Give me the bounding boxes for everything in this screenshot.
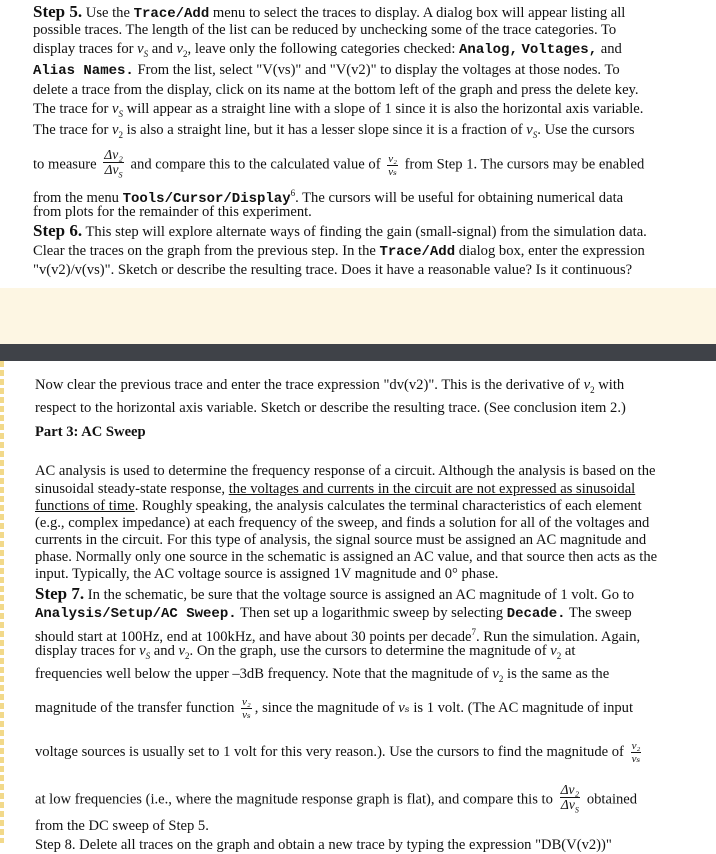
- transfer-function-fraction: $\frac{\text{v₂}}{\text{vₛ}}$: [242, 696, 251, 721]
- step6-line1: Step 6. This step will explore alternate ways of finding the gain (small-signal) from the simulation data.: [33, 221, 647, 240]
- ac-line5: currents in the circuit. For this type of analysis, the signal source must be assigned an AC magnitude and: [35, 532, 647, 548]
- step5-line9: from the menu Tools/Cursor/Display$^6$. The cursors will be useful for obtaining numerical data: [33, 188, 624, 207]
- gain-fraction-ratio: $\frac{\text{v₂}}{\text{vₛ}}$: [388, 152, 397, 178]
- ac-line4: (e.g., complex impedance) at each frequency of the sweep, and finds a solution for all of the voltages and: [35, 515, 650, 531]
- step5-heading: Step 5.: [33, 2, 83, 21]
- ac-line6: phase. Normally only one source in the schematic is assigned an AC value, and that source then acts as the: [35, 549, 658, 565]
- voltages-category: Voltages,: [521, 42, 598, 58]
- decade-option: Decade.: [506, 606, 566, 622]
- step8-cutoff-line: Step 8. Delete all traces on the graph and obtain a new trace by typing the expression "DB(V(v2))": [35, 837, 612, 853]
- page-edge-marker: [0, 361, 4, 843]
- alias-names-category: Alias Names.: [33, 63, 134, 79]
- step7-line2: Analysis/Setup/AC Sweep. Then set up a logarithmic sweep by selecting Decade. The sweep: [35, 605, 632, 622]
- analog-category: Analog,: [459, 42, 518, 58]
- step5-line1: Step 5. Use the Trace/Add menu to select the traces to display. A dialog box will appear listing all: [33, 2, 626, 22]
- p2-line2: respect to the horizontal axis variable. Sketch or describe the resulting trace. (See conclusion item 2.): [35, 400, 626, 416]
- step5-line6: The trace for $v_S$ will appear as a straight line with a slope of 1 since it is also the horizontal axis variable.: [33, 101, 644, 119]
- gain-fraction-delta: $\frac{\text{Δv₂}}{\Delta v_S}$: [104, 147, 123, 180]
- step7-line8: at low frequencies (i.e., where the magnitude response graph is flat), and compare this to $\frac{\text{Δv₂}}{\Delta v_S}$ obtained: [35, 783, 686, 818]
- part3-heading: Part 3: AC Sweep: [35, 424, 146, 440]
- ac-line2: sinusoidal steady-state response, the voltages and currents in the circuit are not expressed as sinusoidal: [35, 481, 636, 497]
- step5-line4: Alias Names. From the list, select "V(vs)" and "V(v2)" to display the voltages at those nodes. To: [33, 62, 620, 79]
- step7-line7: voltage sources is usually set to 1 volt for this very reason.). Use the cursors to find the magnitude of $\frac{\text{v₂}}{\text{vₛ}}$: [35, 740, 641, 765]
- step6-line2: Clear the traces on the graph from the previous step. In the Trace/Add dialog box, enter the expression: [33, 243, 645, 260]
- step7-line4: display traces for $v_S$ and $v_2$. On the graph, use the cursors to determine the magnitude of $v_2$ at: [35, 643, 576, 661]
- ac-line3: functions of time. Roughly speaking, the analysis calculates the terminal characteristics of each element: [35, 498, 642, 514]
- step5-line8: to measure $\frac{\text{Δv₂}}{\Delta v_S}$ and compare this to the calculated value of $\frac{\text{v₂}}{\text{vₛ}}$ from Step 1. The cursors may be enabled: [33, 148, 694, 183]
- trace-add-dialog: Trace/Add: [379, 244, 456, 260]
- dc-gain-fraction: $\frac{\text{Δv₂}}{\Delta v_S}$: [560, 782, 580, 815]
- cursor-display-menu: Tools/Cursor/Display: [122, 190, 291, 207]
- step5-line7: The trace for $v_2$ is also a straight line, but it has a lesser slope since it is a fraction of $v_S$. Use the cursors: [33, 122, 635, 140]
- step5-line2: possible traces. The length of the list can be reduced by unchecking some of the trace categories. To: [33, 22, 617, 38]
- step7-line3: should start at 100Hz, end at 100kHz, and have about 30 points per decade$^7$. Run the simulation. Again,: [35, 627, 641, 645]
- ac-line7: input. Typically, the AC voltage source is assigned 1V magnitude and 0° phase.: [35, 566, 499, 582]
- step5-line10: from plots for the remainder of this experiment.: [33, 204, 312, 220]
- step7-line6: magnitude of the transfer function $\frac{\text{v₂}}{\text{vₛ}}$ , since the magnitude of vₛ is 1 volt. (The AC magnitude of input: [35, 696, 634, 721]
- step6-line3: "v(v2)/v(vs)". Sketch or describe the resulting trace. Does it have a reasonable value? Is it continuous?: [33, 262, 633, 278]
- ac-sweep-menu: Analysis/Setup/AC Sweep.: [35, 606, 237, 622]
- step7-line5: frequencies well below the upper –3dB frequency. Note that the magnitude of $v_2$ is the same as the: [35, 666, 610, 684]
- page-gap: [0, 288, 716, 344]
- p2-line1: Now clear the previous trace and enter the trace expression "dv(v2)". This is the derivative of $v_2$ with: [35, 377, 625, 395]
- step7-line1: Step 7. In the schematic, be sure that the voltage source is assigned an AC magnitude of 1 volt. Go to: [35, 584, 635, 603]
- trace-add-menu: Trace/Add: [133, 6, 210, 22]
- step7-line9: from the DC sweep of Step 5.: [35, 818, 209, 834]
- step6-heading: Step 6.: [33, 221, 83, 240]
- step7-heading: Step 7.: [35, 584, 85, 603]
- viewer-divider: [0, 344, 716, 361]
- magnitude-fraction: $\frac{\text{v₂}}{\text{vₛ}}$: [631, 740, 641, 765]
- ac-line1: AC analysis is used to determine the frequency response of a circuit. Although the analysis is based on the: [35, 463, 656, 479]
- step5-line5: delete a trace from the display, click on its name at the bottom left of the graph and press the delete key.: [33, 82, 639, 98]
- step5-line3: display traces for $v_S$ and $v_2$, leave only the following categories checked: Analog, Voltages, and: [33, 41, 622, 59]
